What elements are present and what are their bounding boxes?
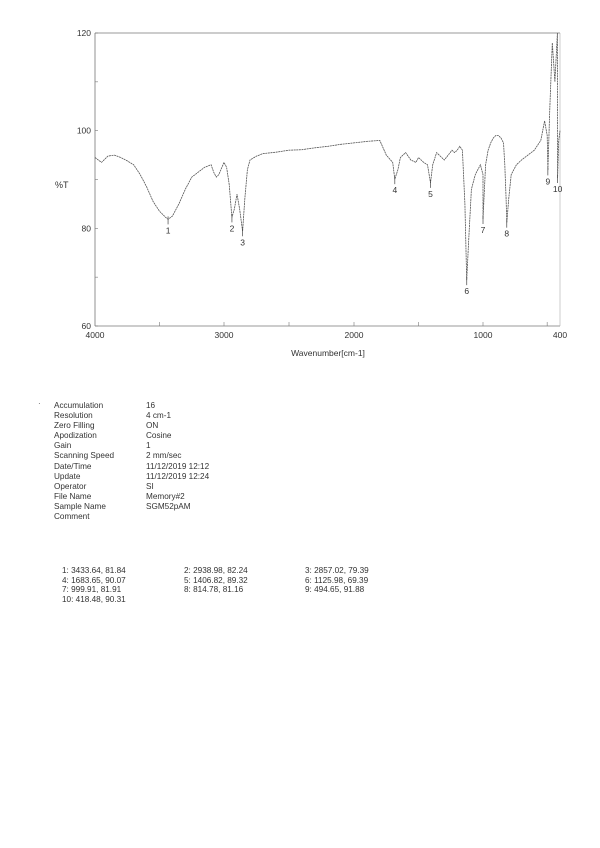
peak-entry: 8: 814.78, 81.16 <box>184 585 244 595</box>
spectrum-trace <box>95 33 560 280</box>
peak-entry: 9: 494.65, 91.88 <box>305 585 365 595</box>
param-row <box>54 401 306 411</box>
param-key: Scanning Speed <box>54 451 115 461</box>
page-dot: · <box>38 399 41 408</box>
peak-label: 10 <box>552 183 563 194</box>
peak-entry: 7: 999.91, 81.91 <box>62 585 122 595</box>
peak-entry: 10: 418.48, 90.31 <box>62 594 126 604</box>
peak-entry: 4: 1683.65, 90.07 <box>62 575 126 585</box>
param-key: Sample Name <box>54 501 106 511</box>
param-row <box>54 482 306 492</box>
peak-label: 1 <box>165 225 171 236</box>
param-row <box>54 431 306 441</box>
param-row <box>54 502 306 512</box>
peak-entry: 3: 2857.02, 79.39 <box>305 566 369 575</box>
peak-label: 8 <box>504 228 510 239</box>
param-row <box>54 512 306 522</box>
param-row <box>54 462 306 472</box>
peak-label: 3 <box>240 237 245 248</box>
param-row <box>54 492 306 502</box>
svg-text:80: 80 <box>81 223 91 234</box>
spectrum-plot <box>0 0 600 370</box>
measurement-parameters <box>54 401 306 522</box>
svg-text:60: 60 <box>81 321 91 331</box>
param-key: Operator <box>54 481 87 491</box>
peak-markers <box>166 167 563 296</box>
param-value: 2 mm/sec <box>146 451 182 461</box>
param-key: Accumulation <box>54 401 104 410</box>
param-value: 4 cm-1 <box>146 411 172 421</box>
peak-label: 5 <box>428 188 433 199</box>
param-value: 11/12/2019 12:24 <box>146 471 210 481</box>
svg-text:2000: 2000 <box>344 330 364 340</box>
param-row <box>54 441 306 451</box>
peak-table <box>62 566 425 604</box>
param-value: 1 <box>146 441 151 451</box>
param-key: Date/Time <box>54 461 92 471</box>
param-key: Comment <box>54 512 90 522</box>
peak-label: 4 <box>392 185 398 196</box>
param-value: 16 <box>146 401 156 410</box>
param-value: 11/12/2019 12:12 <box>146 461 210 471</box>
param-value: Memory#2 <box>146 491 185 501</box>
peak-entry: 5: 1406.82, 89.32 <box>184 575 248 585</box>
svg-text:100: 100 <box>76 125 91 136</box>
param-key: Apodization <box>54 431 97 441</box>
peak-entry: 6: 1125.98, 69.39 <box>305 575 369 585</box>
svg-text:3000: 3000 <box>214 330 234 340</box>
y-axis-label: %T <box>55 180 69 190</box>
svg-text:400: 400 <box>552 330 568 340</box>
peak-entry: 1: 3433.64, 81.84 <box>62 566 126 575</box>
peak-label: 7 <box>480 225 486 236</box>
peak-label: 2 <box>229 223 235 234</box>
param-value: SGM52pAM <box>146 501 191 511</box>
peak-entry: 2: 2938.98, 82.24 <box>184 566 248 575</box>
param-value <box>146 512 306 522</box>
param-key: Resolution <box>54 411 93 421</box>
param-row <box>54 411 306 421</box>
param-key: Gain <box>54 441 72 451</box>
peak-label: 9 <box>545 176 551 187</box>
param-value: ON <box>146 421 159 431</box>
svg-text:4000: 4000 <box>85 330 105 340</box>
param-row <box>54 451 306 461</box>
param-row <box>54 472 306 482</box>
param-row <box>54 421 306 431</box>
param-key: Update <box>54 471 81 481</box>
ir-spectrum-chart <box>0 0 600 370</box>
param-key: Zero Filling <box>54 421 95 431</box>
x-axis-label: Wavenumber[cm-1] <box>291 348 365 358</box>
param-value: SI <box>146 481 154 491</box>
peak-label: 6 <box>464 286 470 297</box>
plot-axes <box>77 28 568 340</box>
param-value: Cosine <box>146 431 172 441</box>
svg-text:1000: 1000 <box>473 330 493 340</box>
param-key: File Name <box>54 491 92 501</box>
svg-text:120: 120 <box>76 28 91 38</box>
